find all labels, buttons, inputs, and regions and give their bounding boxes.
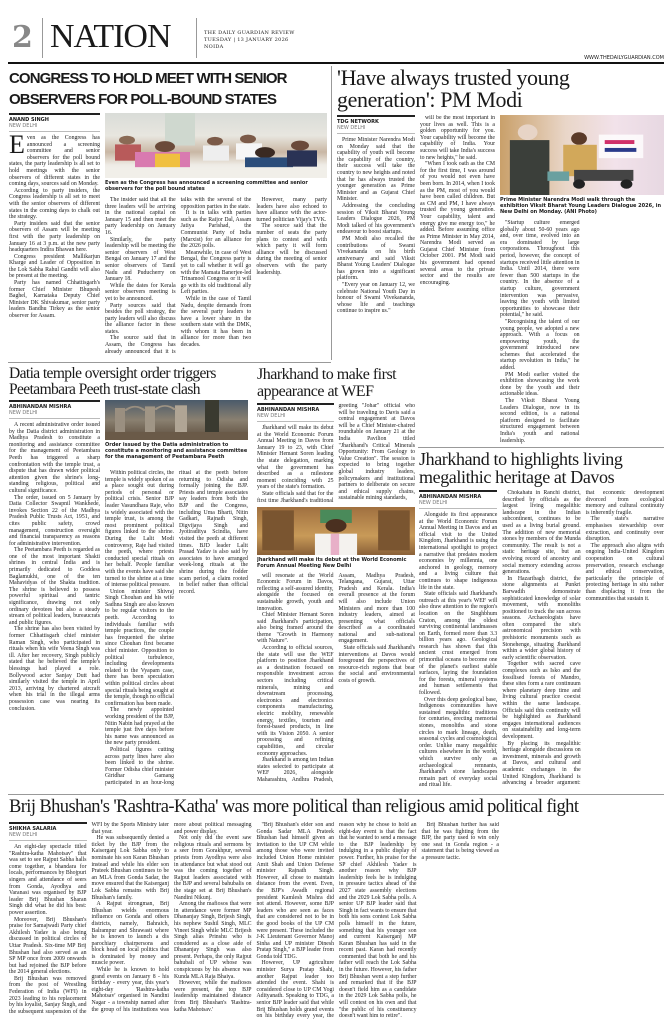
paragraph: The newly appointed working president of the BJP, Nitin Nabin had prayed at the temple just five days before his name was announced as the new party president. — [105, 707, 174, 747]
paragraph: will resonate at the World Economic Forum in Davos, reflecting a self-assured identity, alongside the focused on sustainable growth, youth and innovation. — [257, 572, 334, 612]
author: ABHINANDAN MISHRA — [419, 494, 482, 500]
congress-lead-column — [9, 113, 100, 360]
congress-headline-line1: CONGRESS TO HOLD MEET WITH SENIOR — [9, 70, 287, 87]
modi-exhibition-photo — [500, 115, 664, 195]
temple-arches-illustration — [105, 400, 248, 440]
paragraph: Political figures cutting across party lines have also been linked to the shrine. Former Odisha chief minister Giridhar Gamang participated in an hour-long ritual at the peeth before returning to Odisha and formally joining the BJP. Priests and temple associates say leaders from both the BJP and the Congress, including Uma Bharti, Nitin Gadkari, Rajnath Singh, Digvijaya Singh and Jyotiraditya Scindia, have visited the peeth at different times. BJD leader Lalit Prasad Yadav is also said by associates to have arranged week-long rituals at the shrine during the fodder scam period, a claim rooted in belief rather than official record. — [105, 470, 248, 786]
author: ABHINANDAN MISHRA — [257, 407, 320, 413]
paragraph: The source said that the number of seats the party plans to contest and with which party it will form alliance will be discussed during the meeting of senior observers with the party leadership. — [256, 223, 327, 276]
paragraph: The source said that in Assam, the Congress has already announced that it is talks with the several of the opposition parties in the state. — [105, 197, 252, 355]
paragraph: Prime Minister Narendra Modi on Monday said that the capability of youth will become the capability of the country, their success will take the country to new heights and noted that he has always trusted the younger generation as Prime Minister and as Gujarat Chief Minister. — [337, 137, 415, 203]
location: NEW DELHI — [337, 125, 366, 131]
people-at-table-illustration — [105, 113, 327, 178]
paragraph: However, many party leaders have also echoed to have alliance with the actor-turned politician Vijay's TVK. — [256, 197, 327, 223]
paragraph: PM Modi also recalled the contributions of Swami Vivekananda on his birth anniversary and said Viksit Bharat Young Leaders' Dialogue has grown into a significant platform. — [337, 235, 415, 282]
megalith-byline — [419, 490, 497, 509]
location: NEW DELHI — [257, 413, 286, 419]
section-rule — [8, 794, 664, 795]
office-portrait-illustration — [257, 507, 415, 555]
location: NEW DELHI — [9, 832, 38, 838]
paragraph: Congress president Mallikarjun Kharge and Leader of Opposition in the Lok Sabha Rahul Gandhi will also be present at the meeting. — [9, 253, 100, 280]
paragraph: Together with sacred cave complexes such as Isko and the fossilised forests of Mandro, these sites form a rare continuum where planetary deep time and living cultural practice coexist within the same landscape. Officials said this continuity will be highlighted as Jharkhand engages international audiences on sustainability and long-term development. — [502, 661, 581, 740]
modi-photo-caption: Prime Minister Narendra Modi walk through the exhibition Viksit Bharat Young Leaders Dialogue 2026, in New Delhi on Monday. (ANI Photo) — [500, 197, 662, 216]
section-rule — [8, 362, 331, 363]
paragraph: Among the mafiosos that were in attendance were former MP Dhananjay Singh, Brijesh Singh, his nephew Sushil Singh, MLC Vineet Singh while MLC Brijesh Singh alias Prinshu who is considered as a close aide of Dhananjay Singh was also present. Perhaps, the only Rajput bahubali of UP whose was conspicuous by his absence was Kunda MLA Raja Bhaiya. — [174, 901, 252, 980]
city: NOIDA — [204, 44, 224, 50]
author: ABHINANDAN MISHRA — [9, 404, 72, 410]
wef-photo-caption: Jharkhand will make its debut at the World Economic Forum Annual Meeting New Delhi — [257, 557, 407, 570]
paragraph: While in the case of Tamil Nadu, despite demands from the several party leaders to have a lower share in the southern state with the DMK, with whom it has been in alliance for more than two decades. — [180, 295, 252, 349]
location: NEW DELHI — [9, 410, 38, 416]
exhibition-illustration — [500, 115, 664, 195]
paragraph: Brij Bhushan further has said that he was fighting from the BJP, the party used to win only one seat in Gonda region - a statement that is being viewed as a pressure tactic. — [421, 822, 499, 861]
paragraph: Addressing the concluding session of Viksit Bharat Young Leaders Dialogue 2026, PM Modi talked of his government's endeavour to boost startups. — [337, 202, 415, 236]
header-rule — [8, 62, 664, 64]
paragraph: While the dates for Kerala senior observers meeting is yet to be announced. — [105, 282, 176, 302]
datia-headline: Datia temple oversight order triggers Peetambara Peeth trust-state clash — [9, 365, 216, 398]
paragraph: The approach also aligns with ongoing India-United Kingdom cooperation on cultural preservation, research exchange and ethical conservation, particularly the principle of protecting heritage in situ rather than displacing it from the communities that sustain it. — [585, 542, 664, 602]
congress-meeting-photo — [105, 113, 327, 178]
paragraph: Party sources said that besides the poll strategy, the party leaders will also discuss the alliance factor in these states. — [105, 302, 176, 335]
paragraph: Party has named Chhattisgarh's former Chief Minister Bhupesh Baghel, Karnataka Deputy Chief Minister DK Shivakumar, senior party leaders Bandhu Tirkey as the senior observer for Assam. — [9, 280, 100, 320]
brij-story — [9, 797, 664, 1022]
paragraph: Union minister Shivraj Singh Chouhan and his wife Sadhna Singh are also known to be regular visitors to the peeth. According to individuals familiar with temple practices, the couple has frequented the shrine since Chouhan first became chief minister. Opposition to political turbulence, including developments related to the Vyapam case, there has been speculation within political circles about special rituals being sought at the temple, though no official confirmation has been made. — [105, 588, 174, 707]
paragraph: While he is known to hold grand events on January 8 - his birthday - every year, this year's eight-day 'Rashtra-katha Mahotsav' organised in Nandini Nagar - a township named after the group of his institutions was more about political messaging and power display. — [91, 822, 252, 1013]
section-title: NATION — [50, 18, 171, 55]
paragraph: However, while the mafiosos were present, the top BJP leadership maintained distance from Brij Bhushan's 'Rashtra-katha Mahotsav.' — [174, 980, 252, 1013]
paragraph: It is in talks with parties such as the Raijor Dal, Assam Jatiya Parishad, the Communist Party of India (Marxist) for an alliance for the 2026 polls. — [180, 210, 252, 250]
author: TDG NETWORK — [337, 119, 379, 125]
location: NEW DELHI — [419, 500, 448, 506]
megalith-headline: Jharkhand to highlights living megalithic heritage at Davos — [419, 449, 623, 487]
paragraph: Jharkhand is among ten Indian states selected to participate at WEF 2026, alongside Maharashtra, Andhra Pradesh, Assam, Madhya Pradesh, Telangana, Gujarat, Uttar Pradesh and Kerala. India's overall presence at the forum will also include Union Ministers and more than 100 industry leaders, aimed at presenting what officials described as a coordinated national and sub-national engagement. — [257, 572, 415, 783]
paragraph: ven as the Congress has announced a screening committee and senior observers for the poll bound states, the party leadership is all set to hold meetings with the senior observers of different states in the coming days, sources said on Monday. — [9, 135, 100, 188]
paragraph: A recent administrative order issued by the Datia district administration in Madhya Pradesh to constitute a monitoring and assistance committee for the management of Peetambara Peeth has triggered a sharp confrontation with the temple trust, a dispute that has drawn wider political attention given the shrine's long-standing religious, political and cultural significance. — [9, 422, 100, 494]
paragraph: Moreover, Brij Bhushan's praise for Samajwadi Party chief Akhilesh Yadav is also being discussed in political circles of Uttar Pradesh. Six-time MP Brij Bhushan had also served as an SP MP once from 2009 onwards but had rejoined the BJP before the 2014 general elections. — [9, 916, 87, 976]
datia-photo-caption: Order issued by the Datia administration to constitute a monitoring and assistance committee for the management of Peetambara Peeth — [105, 442, 248, 461]
brij-byline — [9, 822, 87, 841]
paragraph: According to official sources, the state will use the WEF platform to position Jharkhand as a destination focused on responsible investment across sectors including critical minerals, mining and downstream processing, electronics and electronics components manufacturing, electric mobility, renewable energy, textiles, tourism and forest-based products, in line with its Vision 2050. A senior processing and refining capabilities, and circular economy approaches. — [257, 645, 334, 757]
modi-headline: 'Have always trusted young generation': PM Modi — [337, 65, 570, 112]
brij-body — [9, 822, 664, 1022]
paragraph: Party insiders said that the senior observers of Assam will be meeting first with the party leadership on January 16 at 3 p.m. at the new party headquarters Indira Bhawan here. — [9, 220, 100, 254]
paragraph: According to party insiders, the Congress leadership is all set to meet with the senior observers of different states in the coming days to chalk out the strategy. — [9, 187, 100, 221]
hemant-soren-photo — [257, 507, 415, 555]
congress-body — [105, 197, 327, 360]
temple-ruins-photo — [105, 400, 248, 440]
modi-lead-column — [337, 115, 415, 360]
drop-cap: E — [9, 130, 25, 159]
column-divider — [331, 66, 332, 360]
congress-headline — [9, 68, 327, 110]
paragraph: The order, issued on 5 January by Datia Collector Swapnil Wankhede, invokes Section 22 of the Madhya Pradesh Public Trusts Act, 1951, and cites public safety, crowd management, construction oversight and financial transparency as reasons for administrative intervention. — [9, 494, 100, 547]
paragraph: The Viksit Bharat Young Leaders Dialogue, now in its second edition, is a national platform designed to facilitate structured engagement between India's youth and national leadership. — [500, 398, 580, 444]
paragraph: "Brij Bhushan's elder son and Gonda Sadar MLA Prateek Bhushan had himself given an invitation to the UP CM while among those who were invited included Union Home minister Amit Shah and Union Defense minister Rajnath Singh. However, all chose to maintain distance from the event. Even, the BJP's Awadh regional president Kamlesh Mishra did not attend. However, some BJP leaders who are seen as faces that are considered not to be in the good books of the UP CM were present. These included the J-K Lieutenant Governor Manoj Sinha and UP minister Dinesh Pratap Singh," a BJP leader from Gonda told TDG. — [256, 822, 334, 960]
paragraph: "When I took oath as the CM for the first time, I was around of you would not even have been born. In 2014, when I took as the PM, most of you would have been called children. But as CM and PM, I have always trusted the young generation. Your capability, talent and energy give me energy too," he added. Before assuming office as Prime Minister in May 2014, Narendra Modi served as Gujarat Chief Minister from October 2001. PM Modi said his government had opened several areas to the private sector and the results are encouraging. — [420, 161, 495, 286]
paragraph: The shrine has also been visited by former Chhattisgarh chief minister Raman Singh, who participated in rituals when his wife Veena Singh was ill. After her recovery, Singh publicly stated that he believed the temple's blessings had played a role. Bollywood actor Sanjay Dutt had similarly visited the temple in April 2013, arriving by chartered aircraft when his trial in the illegal arms possession case was nearing its conclusion. — [9, 626, 100, 712]
paragraph: Chokahatu in Ranchi district, described by officials as the largest living megalithic landscape in the Indian subcontinent, continues to be used as a living burial ground. The addition of new memorial stones by members of the Munda community. The result is not a static heritage site, but an evolving record of ancestry and social memory extending across generations. — [502, 490, 581, 576]
paragraph: Not only did the event saw religious rituals and sermons by a seer from Gorakhpur, several priests from Ayodhya were also in attendance but what stood out was the coming together of Rajput leaders associated with the BJP and several bahubalis on the stage set at Brij Bhushan's Nandini Nikunj. — [174, 835, 252, 901]
paragraph: Chief Minister Hemant Soren said Jharkhand's participation, also being framed around the theme "Growth in Harmony with Nature". — [257, 612, 334, 645]
paragraph: Similarly, the party leadership will be meeting the senior observers of West Bengal on January 17 and the senior observers of Tamil Nadu and Puducherry on January 18. — [105, 236, 176, 283]
paragraph: "Recognising the talent of our young people, we adopted a new approach. With a focus on empowering youth, the government introduced new schemes that accelerated the startup revolution in India," he added. — [500, 318, 580, 372]
author: ANAND SINGH — [9, 117, 49, 123]
author: SHIKHA SALARIA — [9, 826, 57, 832]
paragraph: Alongside its first appearance at the World Economic Forum Annual Meeting in Davos and an official visit to the United Kingdom, Jharkhand is using the international spotlight to project a narrative that predates modern economies by millennia, one anchored in geology, memory and a living culture that continues to shape indigenous life in the state. — [419, 512, 498, 591]
modi-body — [500, 220, 664, 445]
paragraph: However, UP agriculture minister Surya Pratap Shahi, another Rajput leader too attended the event. Shahi is considered close to UP CM Yogi Adityanath. Speaking to TDG, a senior BJP leader said that while Brij Bhushan holds grand events on his birthday every year, the reason why he chose to hold an eight-day event is that the fact that he wanted to send a message to the BJP leadership by indulging in a public display of power. Further, his praise for the SP chief Akhilesh Yadav is another reason why BJP leadership feels he is indulging in pressure tactics ahead of the 2027 state assembly elections and the 2029 Lok Sabha polls. A senior UP BJP leader said that Singh in fact wants to ensure that both his sons contest Lok Sabha polls himself in the future, something that his younger son and current Kaiserganj MP Karan Bhushan has said in the recent past. Karan had recently commented that both he and his father will reach the Lok Sabha in the future. However, his father Brij Bhushan went a step further and remarked that if the BJP doesn't field him as a candidate in the 2029 Lok Sabha polls, he will contest on his own and that "the public of his constituency doesn't want him to retire". — [256, 822, 417, 1020]
megalith-story — [419, 450, 664, 790]
paragraph: He was subsequently denied a ticket by the BJP from the Kaiserganj Lok Sabha only to nominate his son Karan Bhushan instead and while his elder son Prateek Bhushan continues to be an MLA from Gonda Sadar, the move ensured that the Kaiserganj Lok Sabha remains with Brij Bhushan's family. — [91, 835, 169, 901]
paragraph: The state's narrative emphasises stewardship over extraction, and continuity over disruption. — [585, 516, 664, 543]
location: NEW DELHI — [9, 123, 38, 129]
paragraph: A Rajput strongman, Brij Bhushan wields enormous influence on Gonda and others districts, namely, Bahraich, Balrampur and Shrawasti where he is known to launch a dis parochiary chairpersons and block head on local politics that is dominated by money and muscle power. — [91, 901, 169, 967]
paragraph: State officials said Jharkhand's outreach at this year's WEF will also draw attention to the region's location on the Singhbhum Craton, among the oldest surviving continental landmasses on Earth, formed more than 3.3 billion years ago. Geological research has shown that this ancient crust emerged from primordial oceans to become one of the planet's earliest stable surfaces, laying the foundation for the forests, mineral systems and human settlements that followed. — [419, 591, 498, 697]
paragraph: State officials said Jharkhand's interventions at Davos would foreground the perspectives of resource-rich regions that bear the social and environmental costs of growth. — [338, 645, 415, 685]
congress-photo-caption: Even as the Congress has announced a screening committee and senior observers for the poll bound states — [105, 180, 308, 193]
page-number: 2 — [12, 20, 33, 55]
megalith-body — [419, 490, 664, 790]
paragraph: State officials said that for the first time Jharkhand's traditional greeting "Johar" official who will be traveling to Davis said a central engagement at Davos will be a Chief Minister-chaired roundtable on January 21 at the India Pavilion titled "Jharkhand's Critical Minerals Opportunity: From Geology to Value Creation". The session is expected to bring together global industry leaders, policymakers and institutional partners to deliberate on secure and ethical supply chains, sustainable mining standards, — [257, 403, 415, 504]
issue-date: TUESDAY | 13 JANUARY 2026 — [204, 37, 289, 43]
paragraph: will be the most important in your lives as well. This is a golden opportunity for you. Your capability will become the capability of India. Your success will take India's success to new heights," he said. — [420, 115, 495, 161]
paper-name: THE DAILY GUARDIAN REVIEW — [204, 30, 295, 36]
masthead-meta — [204, 30, 295, 51]
website-link[interactable]: WWW.THEDAILYGUARDIAN.COM — [584, 55, 664, 61]
section-rule — [418, 447, 664, 448]
modi-byline — [337, 115, 415, 134]
wef-byline — [257, 403, 334, 422]
divider — [42, 18, 43, 58]
paragraph: Brij Bhushan was removed from the post of Wrestling Federation of India (WFI) in 2023 leading to his replacement by his loyalist, Sanjay Singh, and the subsequent suspension of the WFI by the Sports Ministry later that year. — [9, 822, 169, 1015]
divider — [196, 18, 197, 58]
paragraph: Jharkhand will make its debut at the World Economic Forum Annual Meeting in Davos from January 19 to 23, with Chief Minister Hemant Soren leading the state delegation, marking what the government has described as a milestone moment coinciding with 25 years of the state's formation. — [257, 425, 334, 491]
paragraph: PM Modi earlier visited the exhibition showcasing the work done by the youth and their actionable ideas. — [500, 371, 580, 398]
paragraph: Over this deep geological base, Indigenous communities have sustained megalithic traditions for centuries, erecting memorial stones, monoliths and stone circles to mark lineage, death, seasonal cycles and cosmological order. Unlike many megalithic cultures elsewhere in the world, which survive only as archaeological remnants, Jharkhand's stone landscapes remain part of everyday social and ritual life. — [419, 696, 498, 789]
congress-headline-line2: OBSERVERS FOR POLL-BOUND STATES — [9, 91, 277, 108]
paragraph: "Every year on January 12, we celebrate National Youth Day in honour of Swami Vivekananda, whose life and teachings continue to inspire us." — [337, 282, 415, 315]
datia-body — [105, 470, 248, 790]
wef-headline: Jharkhand to make first appearance at WEF — [257, 366, 397, 400]
brij-headline: Brij Bhushan's 'Rashtra-Katha' was more political than religious amid political fight — [9, 797, 579, 817]
datia-byline — [9, 400, 100, 419]
modi-second-column — [420, 115, 495, 445]
datia-lead-column — [9, 400, 100, 790]
paragraph: The Peetambara Peeth is regarded as one of the most important Shakti shrines in central India and is primarily dedicated to Goddess Baglamukhi, one of the ten Mahavidyas of the Shakta tradition. The shrine is believed to possess powerful spiritual and tantric significance, drawing not only ordinary devotees but also a steady stream of political leaders, bureaucrats and public figures. — [9, 547, 100, 626]
paragraph: An eight-day spectacle titled "Rashtra-katha Mahotsav" that was set to see Rajput Sabha halls come together, a bhandara for locals, performances by Bhojpuri singers and attendance of seers from Gonda, Ayodhya and Varanasi was organised by BJP leader Brij Bhushan Sharan Singh did what he did his best: power assertion. — [9, 844, 87, 916]
wef-story — [257, 366, 415, 790]
paragraph: Meanwhile, in case of West Bengal, the Congress party is yet to call whether it will go with the Mamata Banerjee-led Trinamool Congress or it will go with its old traditional ally Left parties. — [180, 249, 252, 296]
paragraph: In Hazaribagh district, the stone alignments at Punkri Barwadih demonstrate sophisticated knowledge of solar movement, with monoliths positioned to track the sun across seasons. Archaeologists have often compared the site's astronomical precision with prehistoric monuments such as Stonehenge, situating Jharkhand within a wider global history of early scientific observation. — [502, 575, 581, 661]
wef-body — [257, 403, 415, 790]
paragraph: The insider said that all the three leaders will be arriving in the national capital on January 15 and then meet the party leadership on January 16. — [105, 197, 176, 236]
paragraph: Within political circles, the temple is widely spoken of as a place sought out during periods of personal or political crisis. Senior BJP leader Vasundhara Raje, who is widely associated with the temple trust, is among the most prominent political figures linked to the shrine. During the Lalit Modi controversy, Raje had visited the peeth, where priests conducted special rituals on her behalf. People familiar with the events have said she turned to the shrine at a time of intense political pressure. — [105, 470, 174, 589]
paragraph: "Startup culture emerged globally about 50-60 years ago and, over time, evolved into an era dominated by large corporations. Throughout this period, however, the concept of startups received little attention in India. Until 2014, there were fewer than 500 startups in the country. In the absence of a startup culture, government intervention was pervasive, leaving the youth with limited opportunities to showcase their potential," he said. — [500, 220, 580, 319]
paragraph: By placing its megalithic heritage alongside discussions on investment, minerals and growth at Davos, and cultural and academic exchanges in the United Kingdom, Jharkhand is advancing a broader argument: that economic development divorced from ecological memory and cultural continuity is inherently fragile. — [502, 490, 664, 787]
